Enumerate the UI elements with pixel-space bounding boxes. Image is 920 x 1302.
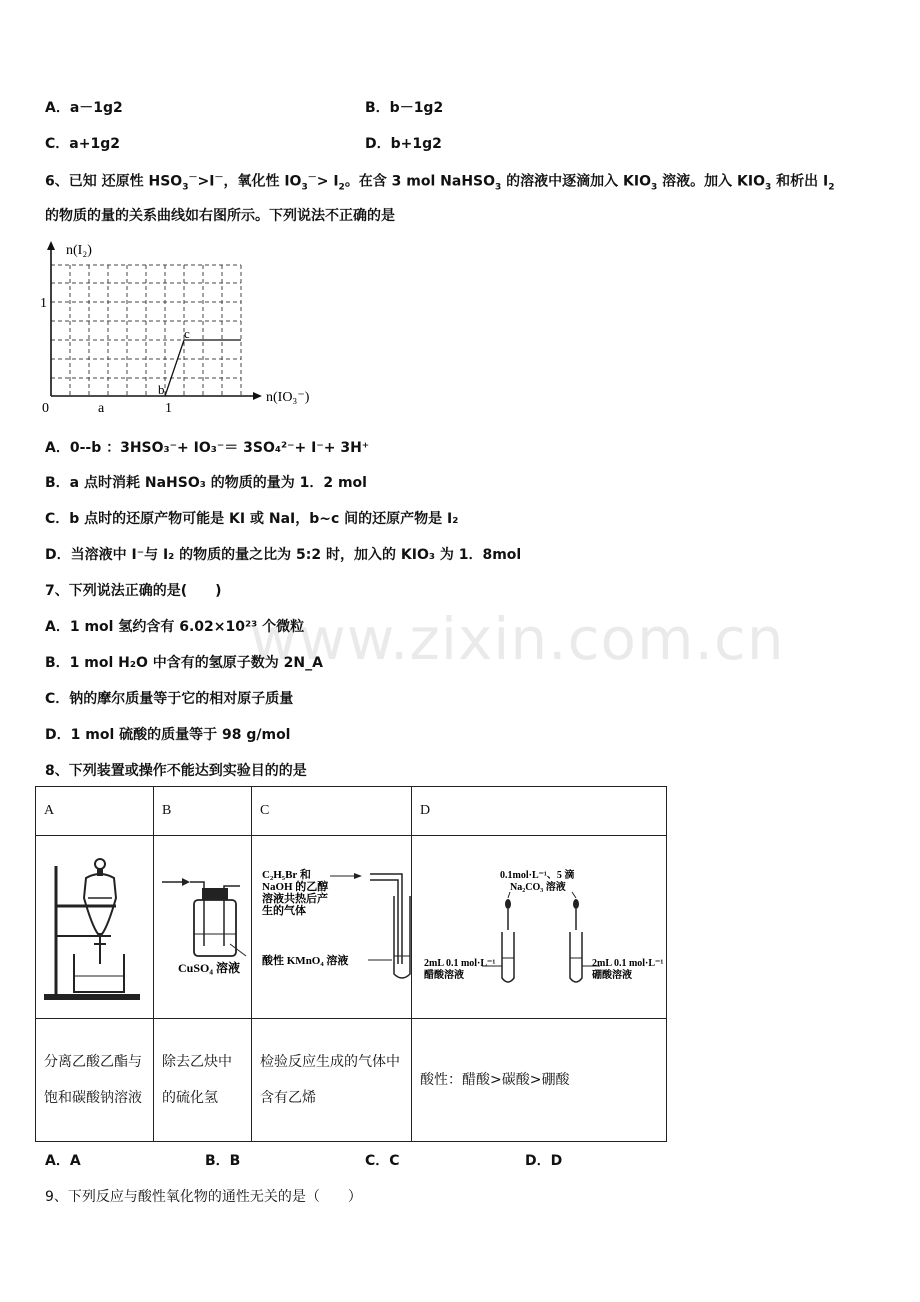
q5-option-b: B．b－1g2 bbox=[365, 100, 444, 116]
svg-text:C₂H₅Br 和: C₂H₅Br 和 bbox=[262, 869, 311, 881]
q7-option-b: B．1 mol H₂O 中含有的氢原子数为 2N_A bbox=[45, 655, 323, 671]
q6-stem-line1: 6、已知 还原性 $HSO_3^->I^-$，氧化性 $IO_3^-> I_2$。在含 3 mol NaHSO$_3$ 的溶液中逐滴加入 $KIO_3$ 溶液。加入 $KIO_3$ 和析出 $I_2$ bbox=[45, 173, 835, 193]
q5-option-a: A．a－1g2 bbox=[45, 100, 123, 116]
q8-purpose-d: 酸性：醋酸>碳酸>硼酸 bbox=[412, 1019, 667, 1142]
x-tick-1: 1 bbox=[165, 401, 172, 416]
acid-comparison-icon bbox=[412, 836, 666, 1018]
q6-option-a: A．0--b ：3HSO₃⁻+ IO₃⁻＝ 3SO₄²⁻+ I⁻+ 3H⁺ bbox=[45, 440, 370, 456]
watermark: www.zixin.com.cn bbox=[250, 605, 785, 673]
x-axis-arrow-icon bbox=[253, 392, 262, 400]
separatory-funnel-icon bbox=[36, 836, 153, 1018]
x-tick-a: a bbox=[98, 401, 105, 416]
q6-option-b: B．a 点时消耗 NaHSO₃ 的物质的量为 1．2 mol bbox=[45, 475, 367, 491]
x-axis-label: n(IO₃⁻) bbox=[266, 390, 310, 405]
q8-option-d: D．D bbox=[525, 1153, 563, 1169]
q8-table bbox=[35, 786, 667, 1142]
q6-graph bbox=[38, 238, 318, 418]
b-reagent-label: CuSO₄ 溶液 bbox=[178, 961, 240, 975]
gas-test-tube-icon bbox=[252, 836, 411, 1018]
y-axis-arrow-icon bbox=[47, 241, 55, 250]
q8-apparatus-b bbox=[154, 836, 252, 1019]
q8-header-b: B bbox=[154, 787, 252, 836]
q8-apparatus-d bbox=[412, 836, 667, 1019]
q5-option-c: C．a+1g2 bbox=[45, 136, 120, 152]
svg-text:酸性 KMnO₄ 溶液: 酸性 KMnO₄ 溶液 bbox=[262, 955, 349, 967]
q7-option-c: C．钠的摩尔质量等于它的相对原子质量 bbox=[45, 691, 294, 707]
svg-text:硼酸溶液: 硼酸溶液 bbox=[592, 970, 632, 981]
q8-purpose-a: 分离乙酸乙酯与饱和碳酸钠溶液 bbox=[36, 1019, 154, 1142]
q8-option-a: A．A bbox=[45, 1153, 81, 1169]
svg-text:醋酸溶液: 醋酸溶液 bbox=[424, 970, 464, 981]
svg-text:NaOH 的乙醇: NaOH 的乙醇 bbox=[262, 881, 329, 893]
gas-washing-bottle-icon bbox=[154, 836, 251, 1018]
svg-text:2mL 0.1 mol·L⁻¹: 2mL 0.1 mol·L⁻¹ bbox=[592, 958, 664, 969]
q8-purpose-c: 检验反应生成的气体中含有乙烯 bbox=[252, 1019, 412, 1142]
q8-purpose-b: 除去乙炔中的硫化氢 bbox=[154, 1019, 252, 1142]
q8-header-c: C bbox=[252, 787, 412, 836]
q6-stem-line2: 的物质的量的关系曲线如右图所示。下列说法不正确的是 bbox=[45, 208, 395, 224]
svg-text:0.1mol·L⁻¹、5 滴: 0.1mol·L⁻¹、5 滴 bbox=[500, 870, 575, 881]
y-tick-1: 1 bbox=[40, 296, 47, 311]
q8-header-a: A bbox=[36, 787, 154, 836]
q5-option-d: D．b+1g2 bbox=[365, 136, 442, 152]
q8-option-c: C．C bbox=[365, 1153, 400, 1169]
q9-stem: 9、下列反应与酸性氧化物的通性无关的是（ ） bbox=[45, 1189, 362, 1205]
q8-apparatus-a bbox=[36, 836, 154, 1019]
point-b-label: b bbox=[158, 382, 165, 397]
q8-header-d: D bbox=[412, 787, 667, 836]
q6-option-c: C．b 点时的还原产物可能是 KI 或 NaI，b~c 间的还原产物是 I₂ bbox=[45, 511, 459, 527]
origin-label: 0 bbox=[42, 401, 49, 416]
q7-option-d: D．1 mol 硫酸的质量等于 98 g/mol bbox=[45, 727, 291, 743]
q8-apparatus-c bbox=[252, 836, 412, 1019]
q8-stem: 8、下列装置或操作不能达到实验目的的是 bbox=[45, 763, 307, 779]
q8-option-b: B．B bbox=[205, 1153, 241, 1169]
svg-text:2mL 0.1 mol·L⁻¹: 2mL 0.1 mol·L⁻¹ bbox=[424, 958, 496, 969]
svg-text:Na₂CO₃ 溶液: Na₂CO₃ 溶液 bbox=[510, 882, 566, 893]
q6-option-d: D．当溶液中 I⁻与 I₂ 的物质的量之比为 5:2 时，加入的 KIO₃ 为 1．8mol bbox=[45, 547, 522, 563]
svg-text:生的气体: 生的气体 bbox=[262, 905, 306, 917]
y-axis-label: n(I₂) bbox=[66, 243, 92, 258]
q7-stem: 7、下列说法正确的是( ) bbox=[45, 583, 222, 599]
svg-text:溶液共热后产: 溶液共热后产 bbox=[262, 893, 328, 905]
point-c-label: c bbox=[184, 326, 190, 341]
q7-option-a: A．1 mol 氢约含有 6.02×10²³ 个微粒 bbox=[45, 619, 305, 635]
